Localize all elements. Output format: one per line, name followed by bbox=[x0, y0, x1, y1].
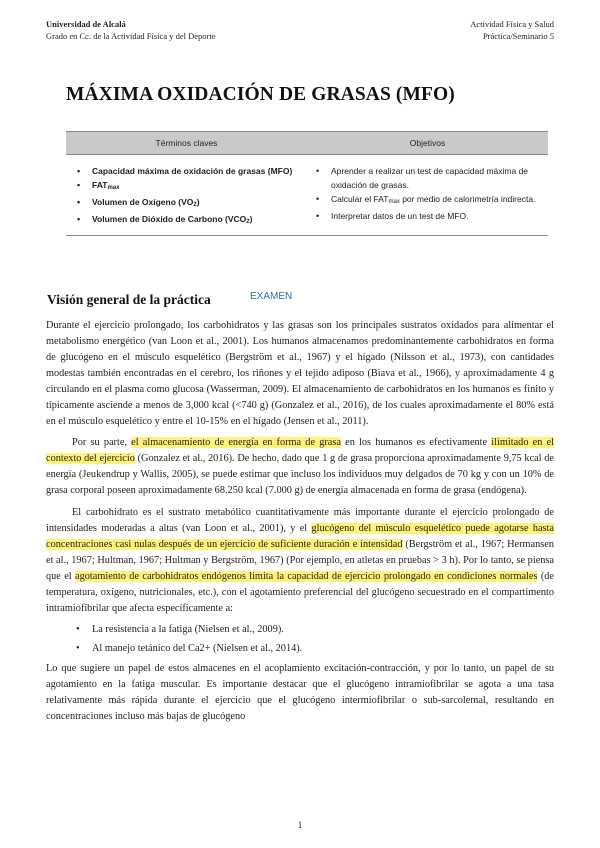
paragraph: Por su parte, el almacenamiento de energía en forma de grasa en los humanos es efectivamente ilimitado en el contexto del ejercicio (Gonzalez et al., 2016). De hecho, dado que 1 g de grasa proporciona aproximadamente 9,75 kcal de energía (Jeukendrup y Wallis, 2005), se puede estimar que incluso los individuos muy delgados de 70 kg y con un 10% de grasa corporal poseen aproximadamente 68.250 kcal (7.000 g) de energía almacenada en forma de grasa (endógena). bbox=[46, 437, 554, 497]
highlight: agotamiento de carbohidratos endógenos limita la capacidad de ejercicio prolongado en condiciones normales bbox=[75, 570, 538, 582]
highlight: glucógeno del músculo esquelético puede agotarse hasta concentraciones casi nulas después de un ejercicio de suficiente duración e intensidad bbox=[46, 522, 554, 550]
objectives-list bbox=[299, 164, 548, 229]
table-header bbox=[66, 131, 548, 155]
key-terms-list bbox=[66, 164, 299, 229]
key-term: • Capacidad máxima de oxidación de grasas (MFO) bbox=[92, 164, 299, 178]
page-number: 1 bbox=[297, 820, 303, 830]
exam-tag: EXAMEN bbox=[250, 291, 293, 302]
body-text bbox=[46, 318, 554, 730]
list-item: • Al manejo tetánico del Ca2+ (Nielsen et al., 2014). bbox=[92, 641, 554, 657]
paragraph: El carbohidrato es el sustrato metabólico cuantitativamente más importante durante el ejercicio prolongado de intensidades moderadas a altas (van Loon et al., 2001), y el glucógeno del músculo esquelético puede agotarse hasta concentraciones casi nulas después de un ejercicio de suficiente duración e intensidad (Bergström et al., 1967; Hermansen et al., 1967; Hultman, 1967; Hultman y Bergström, 1967) (Por ejemplo, en atletas en pruebas > 3 h). Por lo tanto, se piensa que el agotamiento de carbohidratos endógenos limita la capacidad de ejercicio prolongado en condiciones normales (de temperatura, oxígeno, nutricionales, etc.), con el agotamiento preferencial del glucógeno secuestrado en el compartimento intramiofibrilar que afecta específicamente a: bbox=[46, 506, 555, 614]
terms-objectives-table bbox=[66, 131, 548, 236]
key-term: • $FAT_{max}$ bbox=[92, 178, 299, 195]
key-term: • Volumen de Dióxido de Carbono $(VCO_2)$ bbox=[92, 212, 299, 229]
subject-name: Actividad Física y Salud bbox=[470, 19, 554, 29]
objective: • Aprender a realizar un test de capacidad máxima de oxidación de grasas. bbox=[331, 164, 538, 192]
bullet-list bbox=[46, 622, 554, 657]
paragraph: Durante el ejercicio prolongado, los carbohidratos y las grasas son los principales sustratos oxidados para alimentar el metabolismo energético (van Loon et al., 2001). Los humanos almacenamos predominantemente carbohidratos en forma de glucógeno en el músculo esquelético (Bergström et al., 1967) y el hígado (Nilsson et al., 1973), con cantidades modestas también encontradas en el cerebro, los riñones y el tejido adiposo (Biava et al., 1966), y aproximadamente 4 g circulando en el plasma como glucosa (Wasserman, 2009). El almacenamiento de carbohidratos en los humanos es finito y típicamente asciende a menos de 3,000 kcal (<740 g) (Gonzalez et al., 2016), de los cuales aproximadamente el 80% está en el músculo esquelético y entre el 10-15% en el hígado (Jensen et al., 2011). bbox=[46, 320, 554, 428]
paragraph: Lo que sugiere un papel de estos almacenes en el acoplamiento excitación-contracción, y por lo tanto, un papel de su agotamiento en la fatiga muscular. Es importante destacar que el glucógeno intramiofibrilar se agota a una tasa relativamente más rápida durante el ejercicio que el glucógeno intermiofibrilar o sub-sarcolemal, resultando en concentraciones incluso más bajas de glucógeno bbox=[46, 662, 554, 723]
objective: • Calcular el $FAT_{max}$ por medio de calorimetría indirecta. bbox=[331, 192, 538, 209]
header-left bbox=[46, 18, 215, 42]
section-title: Visión general de la práctica bbox=[47, 292, 211, 307]
page-title: MÁXIMA OXIDACIÓN DE GRASAS (MFO) bbox=[66, 84, 455, 105]
highlight: ilimitado en el contexto del ejercicio bbox=[46, 437, 554, 465]
degree-name: Grado en Cc. de la Actividad Física y del Deporte bbox=[46, 31, 216, 41]
list-item: • La resistencia a la fatiga (Nielsen et al., 2009). bbox=[92, 622, 554, 638]
highlight: el almacenamiento de energía en forma de grasa bbox=[131, 437, 341, 449]
column-header-objectives: Objetivos bbox=[409, 138, 446, 148]
table-body bbox=[66, 155, 548, 236]
objective: • Interpretar datos de un test de MFO. bbox=[331, 209, 538, 223]
header-right bbox=[470, 18, 554, 42]
university-name: Universidad de Alcalá bbox=[46, 19, 126, 29]
session-name: Práctica/Seminario 5 bbox=[482, 31, 554, 41]
key-term: • Volumen de Oxígeno $(VO_2)$ bbox=[92, 195, 299, 212]
column-header-terms: Términos claves bbox=[155, 138, 218, 148]
